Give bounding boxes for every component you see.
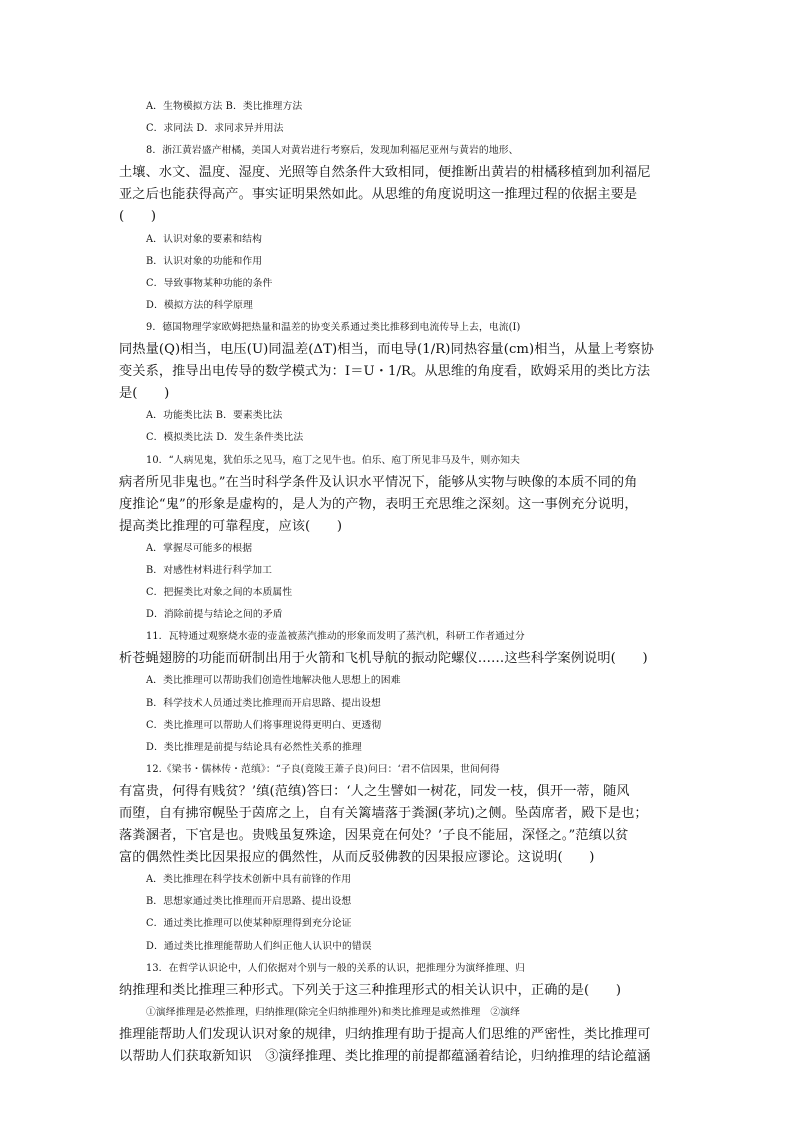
text-line: 是( ): [119, 386, 170, 402]
text-line: A．类比推理可以帮助我们创造性地解决他人思想上的困难: [146, 675, 401, 687]
text-line: A．类比推理在科学技术创新中具有前锋的作用: [146, 874, 352, 886]
text-line: ( ): [119, 209, 157, 225]
text-line: C．模拟类比法 D．发生条件类比法: [146, 432, 304, 444]
text-line: 9．德国物理学家欧姆把热量和温差的协变关系通过类比推移到电流传导上去，电流(I): [146, 321, 521, 333]
text-line: 土壤、水文、温度、湿度、光照等自然条件大致相同，便推断出黄岩的柑橘移植到加利福尼: [119, 165, 651, 181]
text-line: 度推论“鬼”的形象是虚构的，是人为的产物，表明王充思维之深刻。这一事例充分说明，: [119, 496, 638, 512]
text-line: 提高类比推理的可靠程度，应该( ): [119, 518, 343, 534]
text-line: 以帮助人们获取新知识 ③演绎推理、类比推理的前提都蕴涵着结论，归纳推理的结论蕴涵: [119, 1049, 651, 1065]
text-line: 11．瓦特通过观察烧水壶的壶盖被蒸汽推动的形象而发明了蒸汽机，科研工作者通过分: [146, 631, 525, 643]
text-line: D．模拟方法的科学原理: [146, 299, 253, 311]
text-line: B．认识对象的功能和作用: [146, 255, 263, 267]
text-line: B．科学技术人员通过类比推理而开启思路、提出设想: [146, 697, 381, 709]
text-line: A．生物模拟方法 B．类比推理方法: [146, 101, 303, 112]
text-line: C．导致事物某种功能的条件: [146, 277, 273, 289]
text-line: 病者所见非鬼也。”在当时科学条件及认识水平情况下，能够从实物与映像的本质不同的角: [119, 474, 638, 490]
text-line: B．思想家通过类比推理而开启思路、提出设想: [146, 896, 352, 908]
document-body: [119, 96, 675, 1068]
text-line: A．掌握尽可能多的根据: [146, 542, 253, 554]
text-line: D．消除前提与结论之间的矛盾: [146, 609, 283, 621]
text-line: 变关系，推导出电传导的数学模式为：I＝U・1/R。从思维的角度看，欧姆采用的类比方法: [119, 364, 651, 380]
text-line: 析苍蝇翅膀的功能而研制出用于火箭和飞机导航的振动陀螺仪……这些科学案例说明( ): [119, 651, 648, 667]
text-line: D．通过类比推理能帮助人们纠正他人认识中的错误: [146, 940, 372, 952]
text-line: 同热量(Q)相当，电压(U)同温差(ΔT)相当，而电导(1/R)同热容量(cm)相当，从量上考察协: [119, 342, 654, 358]
text-line: C．通过类比推理可以使某种原理得到充分论证: [146, 918, 352, 930]
text-line: 有富贵，何得有贱贫？’缜(范缜)答曰：‘人之生譬如一树花，同发一枝，俱开一蒂，随风: [119, 783, 630, 799]
text-line: 推理能帮助人们发现认识对象的规律，归纳推理有助于提高人们思维的严密性，类比推理可: [119, 1026, 651, 1042]
text-line: 12.《梁书・儒林传・范缜》：“子良(竟陵王萧子良)问曰：‘君不信因果，世间何得: [146, 763, 500, 775]
text-line: 而堕，自有拂帘幌坠于茵席之上，自有关篱墙落于粪溷(茅坑)之侧。坠茵席者，殿下是也；: [119, 806, 648, 821]
text-line: A．功能类比法 B．要素类比法: [146, 410, 283, 422]
text-line: 10．“人病见鬼，犹伯乐之见马，庖丁之见牛也。伯乐、庖丁所见非马及牛，则亦知夫: [146, 454, 521, 466]
text-line: ①演绎推理是必然推理，归纳推理(除完全归纳推理外)和类比推理是或然推理 ②演绎: [146, 1006, 521, 1018]
text-line: C．求同法 D．求同求异并用法: [146, 123, 284, 135]
text-line: B．对感性材料进行科学加工: [146, 564, 273, 576]
text-line: 富的偶然性类比因果报应的偶然性，从而反驳佛教的因果报应谬论。这说明( ): [119, 850, 595, 866]
text-line: 纳推理和类比推理三种形式。下列关于这三种推理形式的相关认识中，正确的是( ): [119, 982, 622, 998]
text-line: A．认识对象的要素和结构: [146, 233, 263, 245]
text-line: 13．在哲学认识论中，人们依据对个别与一般的关系的认识，把推理分为演绎推理、归: [146, 962, 525, 974]
text-line: 亚之后也能获得高产。事实证明果然如此。从思维的角度说明这一推理过程的依据主要是: [119, 187, 638, 203]
text-line: C．把握类比对象之间的本质属性: [146, 587, 293, 599]
text-line: 落粪溷者，下官是也。贵贱虽复殊途，因果竟在何处？’子良不能屈，深怪之。”范缜以贫: [119, 828, 629, 844]
text-line: C．类比推理可以帮助人们将事理说得更明白、更透彻: [146, 719, 382, 731]
text-line: 8．浙江黄岩盛产柑橘，美国人对黄岩进行考察后，发现加利福尼亚州与黄岩的地形、: [146, 145, 519, 157]
text-line: D．类比推理是前提与结论具有必然性关系的推理: [146, 741, 362, 753]
